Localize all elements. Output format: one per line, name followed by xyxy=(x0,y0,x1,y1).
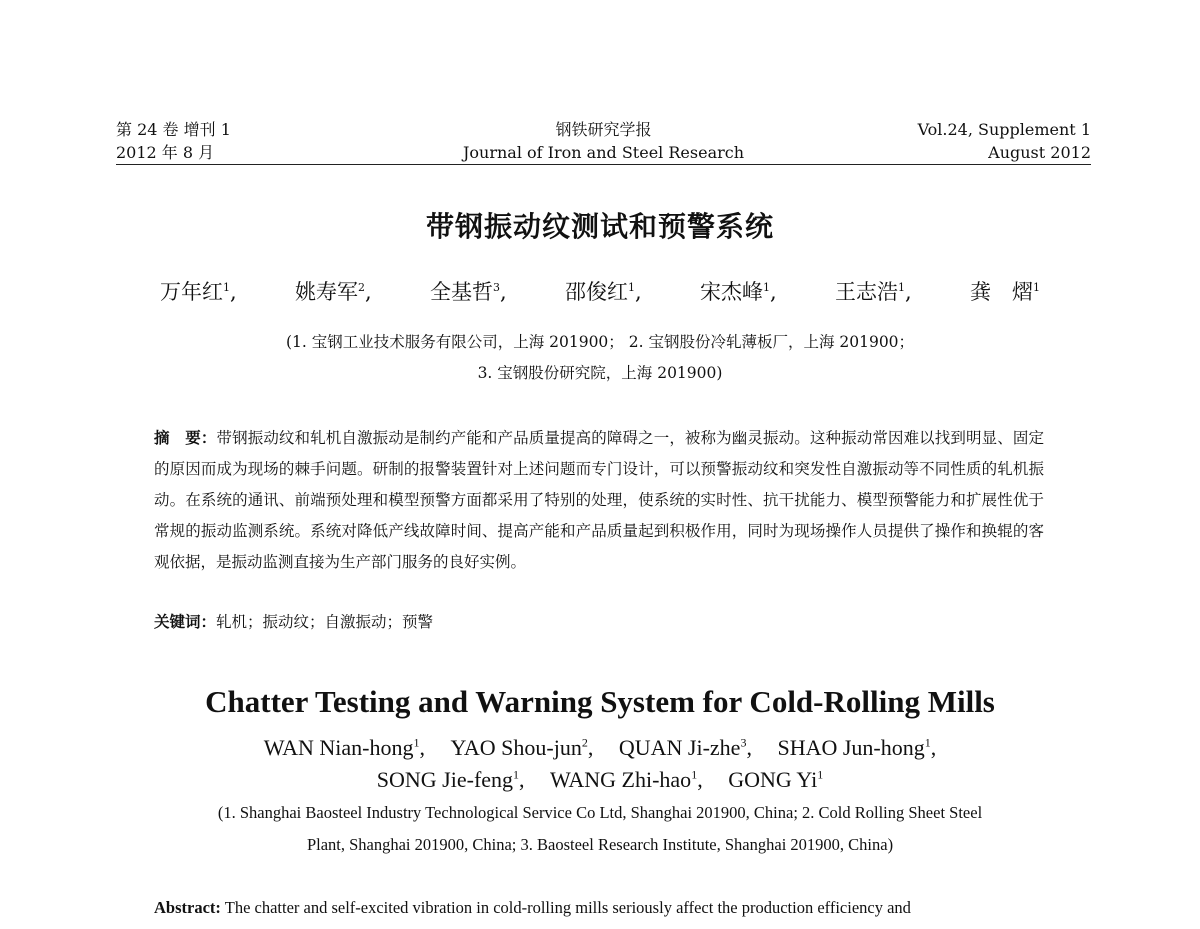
keywords-label-cn: 关键词： xyxy=(154,613,217,631)
journal-name-en: Journal of Iron and Steel Research xyxy=(462,143,745,162)
header-left xyxy=(116,118,231,164)
author-en: SHAO Jun-hong$^1$, xyxy=(777,735,937,760)
journal-name-cn: 钢铁研究学报 xyxy=(555,120,652,139)
abstract-text-cn: 带钢振动纹和轧机自激振动是制约产能和产品质量提高的障碍之一，被称为幽灵振动。这种振动常因难以找到明显、固定的原因而成为现场的棘手问题。研制的报警装置针对上述问题而专门设计，可以预警振动纹和突发性自激振动等不同性质的轧机振动。在系统的通讯、前端预处理和模型预警方面都采用了特别的处理，使系统的实时性、抗干扰能力、模型预警能力和扩展性优于常规的振动监测系统。系统对降低产线故障时间、提高产能和产品质量起到积极作用，同时为现场操作人员提供了操作和换辊的客观依据，是振动监测直接为生产部门服务的良好实例。 xyxy=(154,429,1044,571)
author-en: SONG Jie-feng$^1$, xyxy=(376,767,525,792)
author-list-en-line2 xyxy=(0,767,1200,793)
header-center xyxy=(463,118,744,164)
author-en: QUAN Ji-zhe$^3$, xyxy=(618,735,752,760)
author-en: GONG Yi$^1$ xyxy=(728,767,824,792)
volume-issue-en: Vol.24, Supplement 1 xyxy=(917,120,1091,139)
abstract-label-cn: 摘 要： xyxy=(154,429,217,447)
author-en: YAO Shou-jun$^2$, xyxy=(450,735,594,760)
author-en: WANG Zhi-hao$^1$, xyxy=(550,767,703,792)
affiliation-cn-line2: 3. 宝钢股份研究院，上海 201900) xyxy=(477,364,723,382)
running-header xyxy=(116,118,1091,164)
author-en: WAN Nian-hong$^1$, xyxy=(263,735,425,760)
paper-title-en: Chatter Testing and Warning System for Cold-Rolling Mills xyxy=(205,684,995,719)
author-list-en-line1 xyxy=(0,735,1200,761)
author-cn: 龚 熠$^1$ xyxy=(970,280,1040,304)
author-list-cn xyxy=(160,276,1040,306)
affiliation-en-line1: (1. Shanghai Baosteel Industry Technological Service Co Ltd, Shanghai 201900, China; 2. Cold Rolling Sheet Steel xyxy=(217,803,983,822)
author-cn: 邵俊红$^1$, xyxy=(565,280,642,304)
header-rule xyxy=(116,164,1091,165)
affiliation-en-line2: Plant, Shanghai 201900, China; 3. Baosteel Research Institute, Shanghai 201900, China) xyxy=(306,835,894,854)
author-cn: 宋杰峰$^1$, xyxy=(700,280,777,304)
abstract-en xyxy=(154,898,1044,918)
abstract-label-en: Abstract: xyxy=(154,898,221,917)
header-right xyxy=(918,118,1091,164)
keywords-cn xyxy=(154,610,1044,632)
author-cn: 全基哲$^3$, xyxy=(430,280,507,304)
abstract-cn xyxy=(154,423,1044,578)
author-cn: 姚寿军$^2$, xyxy=(295,280,372,304)
keywords-text-cn: 轧机；振动纹；自激振动；预警 xyxy=(216,613,434,631)
date-cn: 2012 年 8 月 xyxy=(116,143,215,162)
abstract-text-en: The chatter and self-excited vibration in cold-rolling mills seriously affect the production efficiency and xyxy=(224,898,911,917)
volume-issue-cn: 第 24 卷 增刊 1 xyxy=(116,120,231,139)
author-cn: 王志浩$^1$, xyxy=(835,280,912,304)
author-cn: 万年红$^1$, xyxy=(160,280,237,304)
date-en: August 2012 xyxy=(988,143,1091,162)
paper-title-cn: 带钢振动纹测试和预警系统 xyxy=(425,210,774,243)
affiliation-cn-line1: (1. 宝钢工业技术服务有限公司，上海 201900； 2. 宝钢股份冷轧薄板厂，上海 201900； xyxy=(285,333,915,351)
